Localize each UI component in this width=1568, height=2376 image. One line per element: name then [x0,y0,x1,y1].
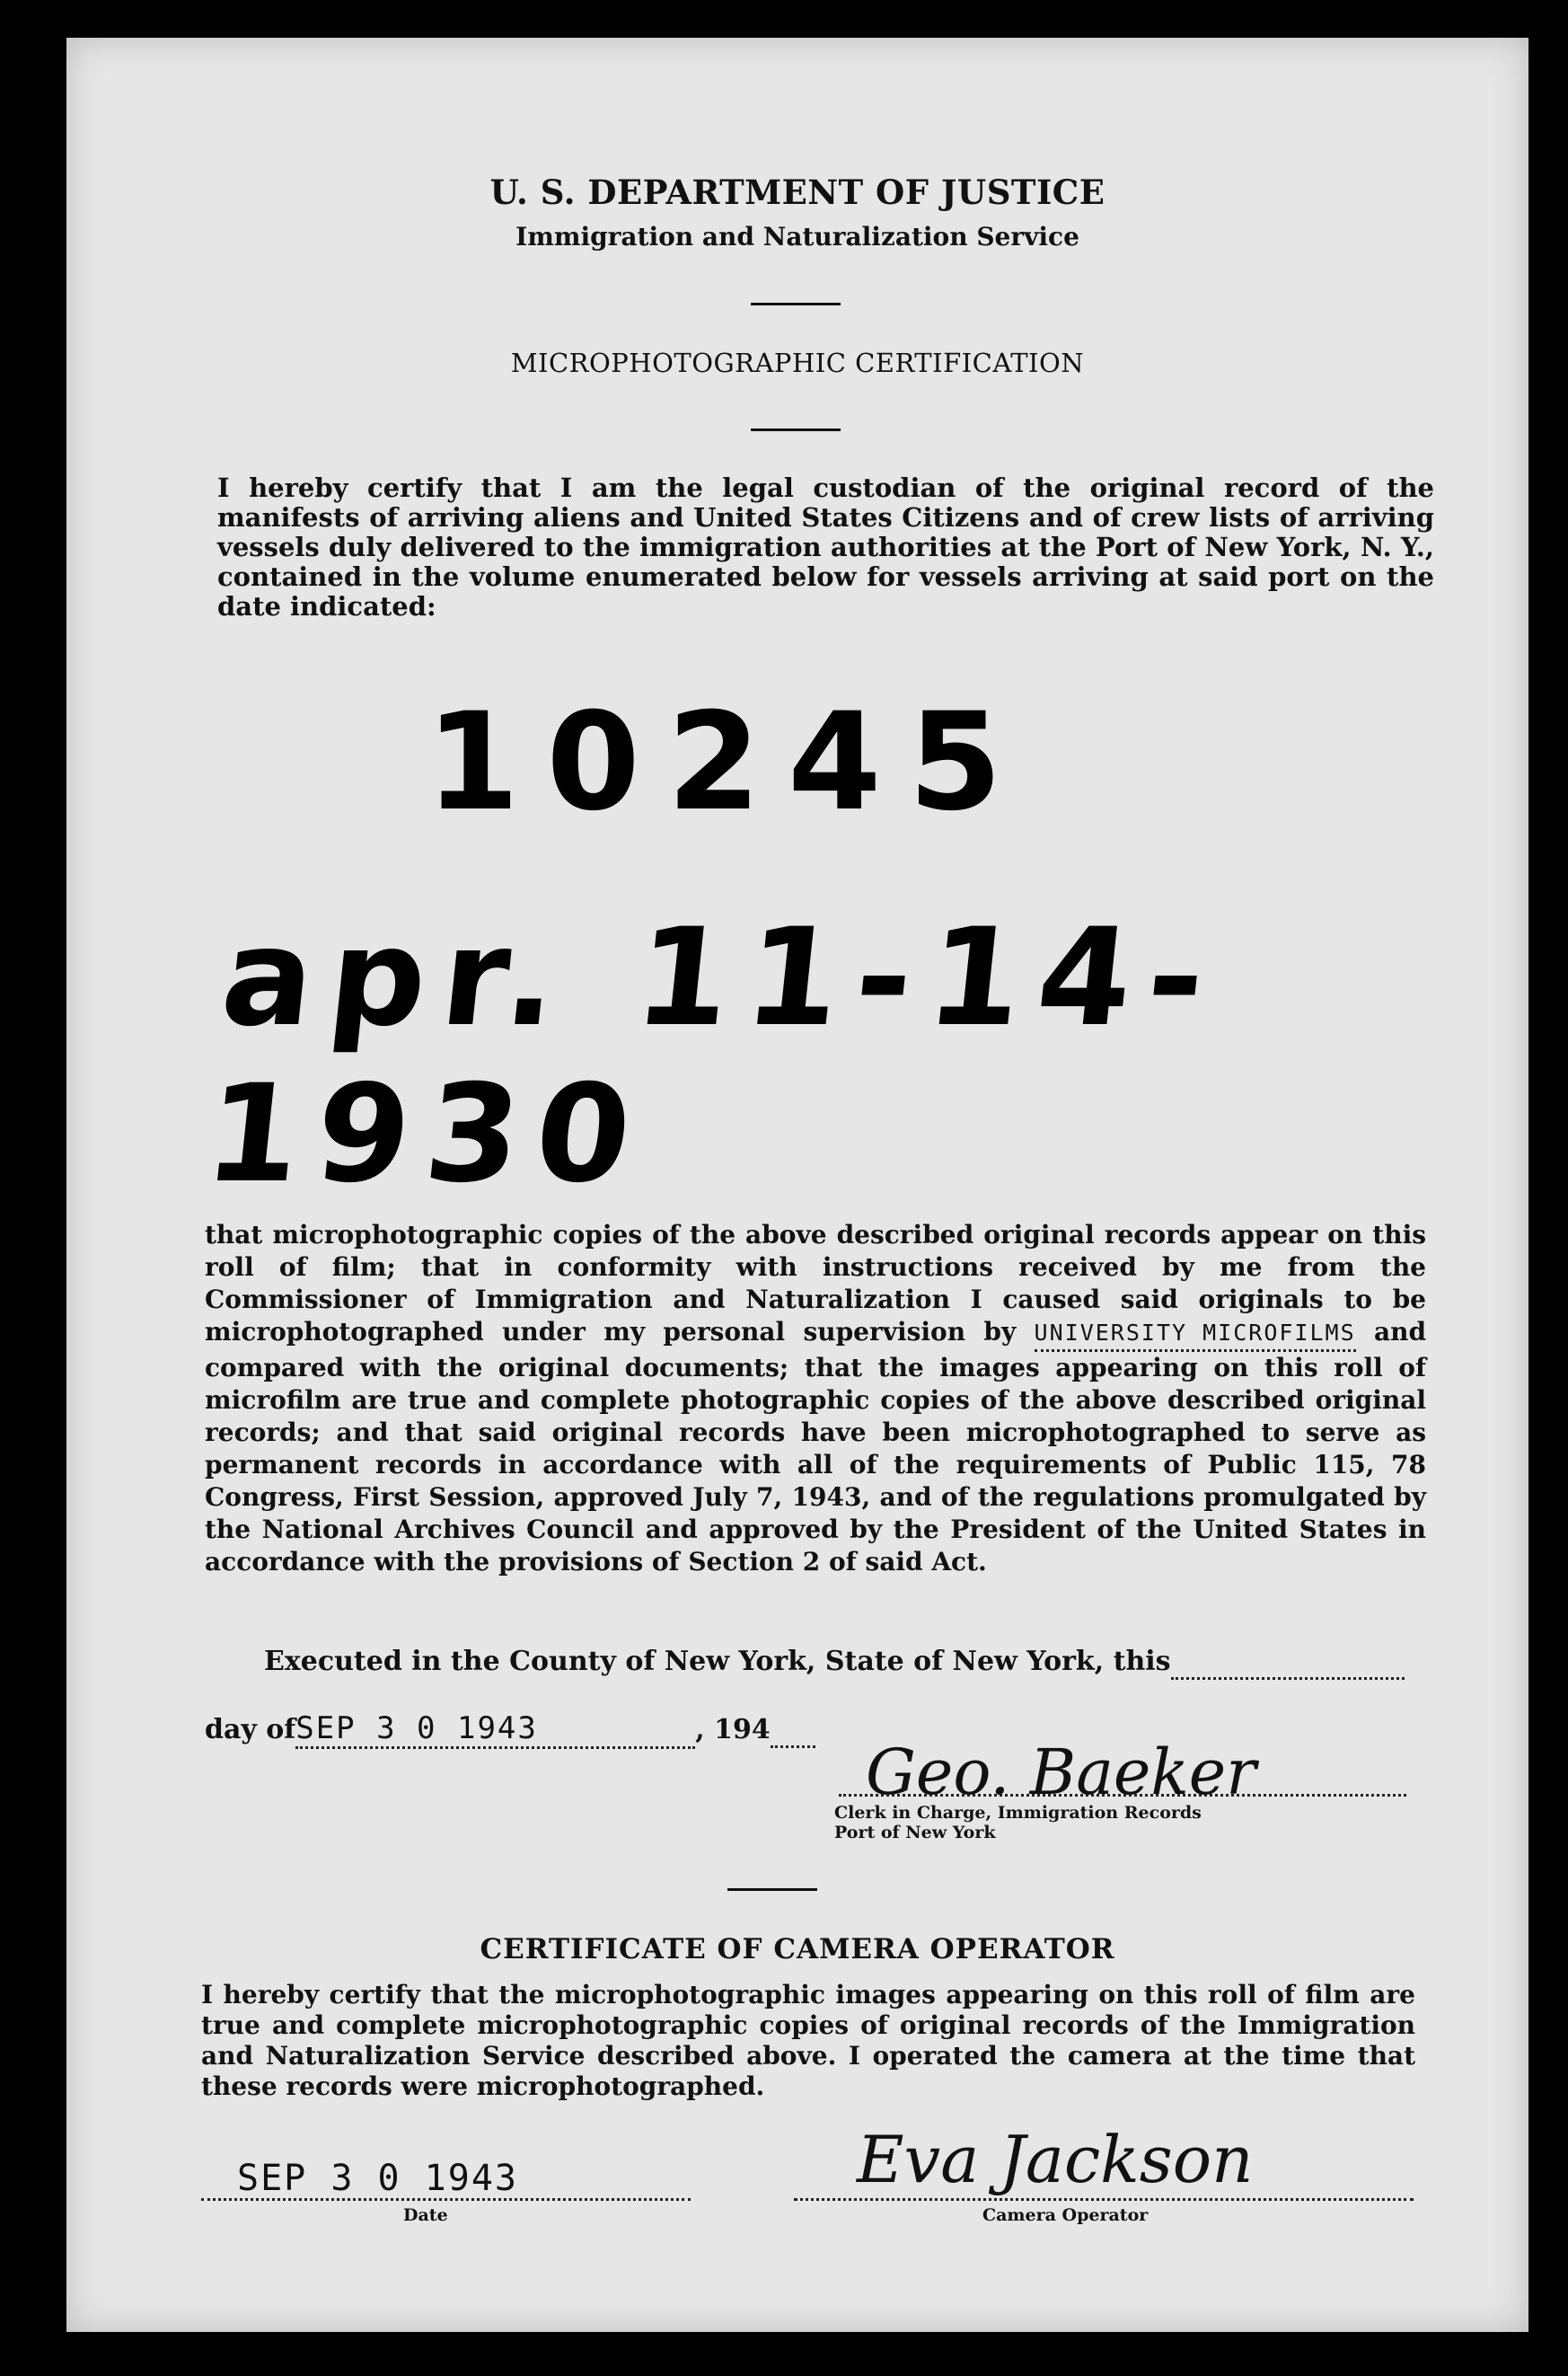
operator-label: Camera Operator [982,2205,1149,2225]
supervisor-field: UNIVERSITY MICROFILMS [1035,1317,1356,1352]
divider [727,1888,817,1891]
certificate-page [66,38,1528,2332]
camera-stamped-date: SEP 3 0 1943 [237,2158,518,2199]
intro-paragraph: I hereby certify that I am the legal custodian of the original record of the manifests of arriving aliens and United States Citizens and of crew lists of arriving vessels duly delivered to the immigration authorities at the Port of New York, N. Y., contained in the volume enumerated below for vessels arriving at said port on the date indicated: [217,473,1434,622]
day-of-label: day of [205,1714,296,1745]
clerk-title-line1: Clerk in Charge, Immigration Records [834,1803,1202,1823]
clerk-signature: Geo. Baeker [866,1736,1256,1809]
operator-signature: Eva Jackson [857,2122,1254,2197]
day-of-line [205,1710,815,1749]
clerk-title [834,1803,1202,1842]
date-label: Date [403,2205,448,2225]
camera-operator-text: I hereby certify that the microphotographic images appearing on this roll of film are true and complete microphotographic copies of original records of the Immigration and Naturalization Service described above. I operated the camera at the time that these records were microphotographed. [201,1980,1415,2101]
year-prefix: , 194 [695,1714,771,1745]
divider [751,428,841,431]
day-field [1171,1646,1405,1680]
body-text-part2: and compared with the original documents; that the images appearing on this roll of microfilm are true and complete photographic copies of the above described original records; and that said original records have been microphotographed to serve as permanent records in accordance with all of the requirements of Public 115, 78 Congress, First Session, approved July 7, 1943, and of the regulations promulgated by the National Archives Council and approved by the President of the United States in accordance with the provisions of Section 2 of said Act. [205,1317,1427,1577]
clerk-title-line2: Port of New York [834,1823,996,1842]
camera-operator-heading: CERTIFICATE OF CAMERA OPERATOR [480,1933,1115,1965]
operator-signature-line [794,2198,1414,2201]
divider [751,303,841,305]
stamped-date: SEP 3 0 1943 [295,1710,695,1749]
handwritten-volume-number: 10245 [426,685,1029,841]
body-text-part1: that microphotographic copies of the above described original records appear on this roll of film; that in conformity with instructions received by me from the Commissioner of Immigration and Naturalization I caused said originals to be microphotographed under my personal supervision by [205,1220,1426,1347]
certification-title: MICROPHOTOGRAPHIC CERTIFICATION [510,348,1085,378]
year-field [771,1714,815,1748]
certification-body [205,1219,1426,1578]
department-heading: U. S. DEPARTMENT OF JUSTICE [489,172,1106,212]
execution-text: Executed in the County of New York, State of New York, this [264,1646,1171,1677]
handwritten-date-range: apr. 11-14-1930 [198,900,1229,1213]
date-line [201,2198,691,2201]
clerk-signature-line [839,1794,1406,1797]
service-subheading: Immigration and Naturalization Service [515,222,1079,252]
execution-line [264,1646,1405,1680]
